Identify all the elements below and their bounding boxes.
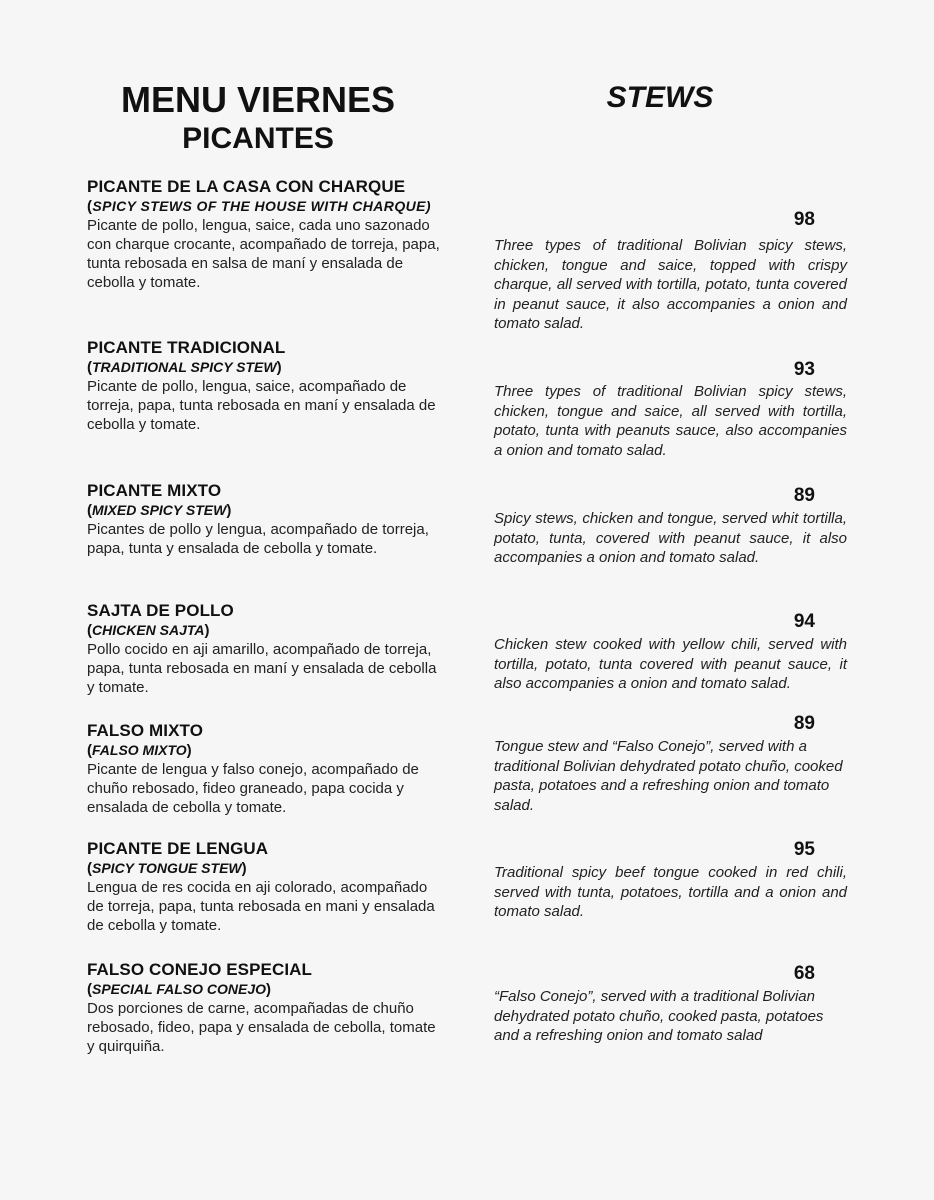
paren-close: )	[226, 502, 232, 519]
stews-heading: STEWS	[606, 81, 714, 114]
item-english-name	[87, 197, 441, 216]
paren-close: )	[186, 742, 192, 759]
item-spanish-description: Pollo cocido en aji amarillo, acompañado de torreja, papa, tunta rebosada en maní y ensalada de cebolla y tomate.	[87, 641, 437, 696]
menu-item	[87, 481, 441, 558]
item-english-name	[87, 859, 441, 878]
item-name: PICANTE DE LENGUA	[87, 839, 269, 858]
paren-close: )	[276, 359, 282, 376]
paren-open: (	[87, 981, 92, 998]
item-english-name	[87, 358, 441, 377]
menu-item	[87, 839, 441, 935]
item-english-description: Three types of traditional Bolivian spicy stews, chicken, tongue and saice, all served with tortilla, potato, tunta with peanuts sauce, also accompanies a onion and tomato salad.	[494, 383, 847, 459]
item-name: PICANTE DE LA CASA CON CHARQUE	[87, 177, 406, 196]
item-english-name	[87, 741, 441, 760]
item-spanish-description: Picante de pollo, lengua, saice, cada uno sazonado con charque crocante, acompañado de torreja, papa, tunta rebosada en salsa de maní y ensalada de cebolla y tomate.	[87, 217, 440, 291]
english-label: SPICY TONGUE STEW	[92, 860, 242, 876]
item-name: FALSO CONEJO ESPECIAL	[87, 960, 313, 979]
item-name: PICANTE TRADICIONAL	[87, 338, 286, 357]
paren-open: (	[87, 622, 92, 639]
item-name: SAJTA DE POLLO	[87, 601, 234, 620]
english-label: SPECIAL FALSO CONEJO	[92, 981, 266, 997]
item-spanish-description: Picantes de pollo y lengua, acompañado de torreja, papa, tunta y ensalada de cebolla y tomate.	[87, 521, 429, 557]
menu-item	[87, 601, 441, 697]
menu-subtitle: PICANTES	[182, 122, 334, 155]
item-price: 89	[793, 485, 815, 506]
menu-item	[87, 960, 441, 1056]
english-label: MIXED SPICY STEW	[92, 502, 227, 518]
item-price: 94	[793, 611, 815, 632]
item-english-description: Spicy stews, chicken and tongue, served whit tortilla, potato, tunta, covered with peanut sauce, it also accompanies a onion and tomato salad.	[494, 510, 847, 566]
item-english-name	[87, 501, 441, 520]
menu-item	[87, 721, 441, 817]
paren-open: (	[87, 502, 92, 519]
item-name: FALSO MIXTO	[87, 721, 204, 740]
english-label: FALSO MIXTO	[92, 742, 187, 758]
paren-open: (	[87, 359, 92, 376]
english-label: SPICY STEWS OF THE HOUSE WITH CHARQUE)	[92, 198, 431, 214]
item-english-description: Three types of traditional Bolivian spicy stews, chicken, tongue and saice, topped with crispy charque, all served with tortilla, potato, tunta covered in peanut sauce, it also accompanies a onion and tomato salad.	[494, 237, 847, 332]
item-english-description: Traditional spicy beef tongue cooked in red chili, served with tunta, potatoes, tortilla and a onion and tomato salad.	[494, 864, 847, 920]
item-english-name	[87, 980, 441, 999]
english-label: CHICKEN SAJTA	[92, 622, 205, 638]
english-label: TRADITIONAL SPICY STEW	[92, 359, 277, 375]
item-price: 89	[793, 713, 815, 734]
item-english-name	[87, 621, 441, 640]
item-price: 95	[793, 839, 815, 860]
item-spanish-description: Picante de lengua y falso conejo, acompañado de chuño rebosado, fideo graneado, papa cocida y ensalada de cebolla y tomate.	[87, 761, 419, 816]
menu-item	[87, 177, 441, 292]
paren-close: )	[204, 622, 210, 639]
item-name: PICANTE MIXTO	[87, 481, 222, 500]
item-spanish-description: Picante de pollo, lengua, saice, acompañado de torreja, papa, tunta rebosada en maní y ensalada de cebolla y tomate.	[87, 378, 436, 433]
menu-title: MENU VIERNES	[120, 79, 396, 120]
item-english-description: Tongue stew and “Falso Conejo”, served with a traditional Bolivian dehydrated potato chuño, cooked pasta, potatoes and a refreshing onion and tomato salad.	[494, 738, 843, 814]
item-spanish-description: Lengua de res cocida en aji colorado, acompañado de torreja, papa, tunta rebosada en mani y ensalada de cebolla y tomate.	[87, 879, 435, 934]
paren-close: )	[266, 981, 271, 998]
item-english-description: Chicken stew cooked with yellow chili, served with tortilla, potato, tunta covered with peanut sauce, it also accompanies a onion and tomato salad.	[494, 636, 847, 692]
paren-open: (	[87, 860, 92, 877]
item-spanish-description: Dos porciones de carne, acompañadas de chuño rebosado, fideo, papa y ensalada de cebolla, tomate y quirquiña.	[87, 1000, 436, 1055]
item-price: 68	[793, 963, 815, 984]
paren-open: (	[87, 742, 92, 759]
paren-close: )	[241, 860, 247, 877]
item-price: 98	[793, 209, 815, 230]
item-english-description: “Falso Conejo”, served with a traditional Bolivian dehydrated potato chuño, cooked pasta, potatoes and a refreshing onion and tomato salad	[494, 988, 824, 1044]
paren-open: (	[87, 198, 93, 215]
menu-item	[87, 338, 441, 434]
item-price: 93	[793, 359, 815, 380]
